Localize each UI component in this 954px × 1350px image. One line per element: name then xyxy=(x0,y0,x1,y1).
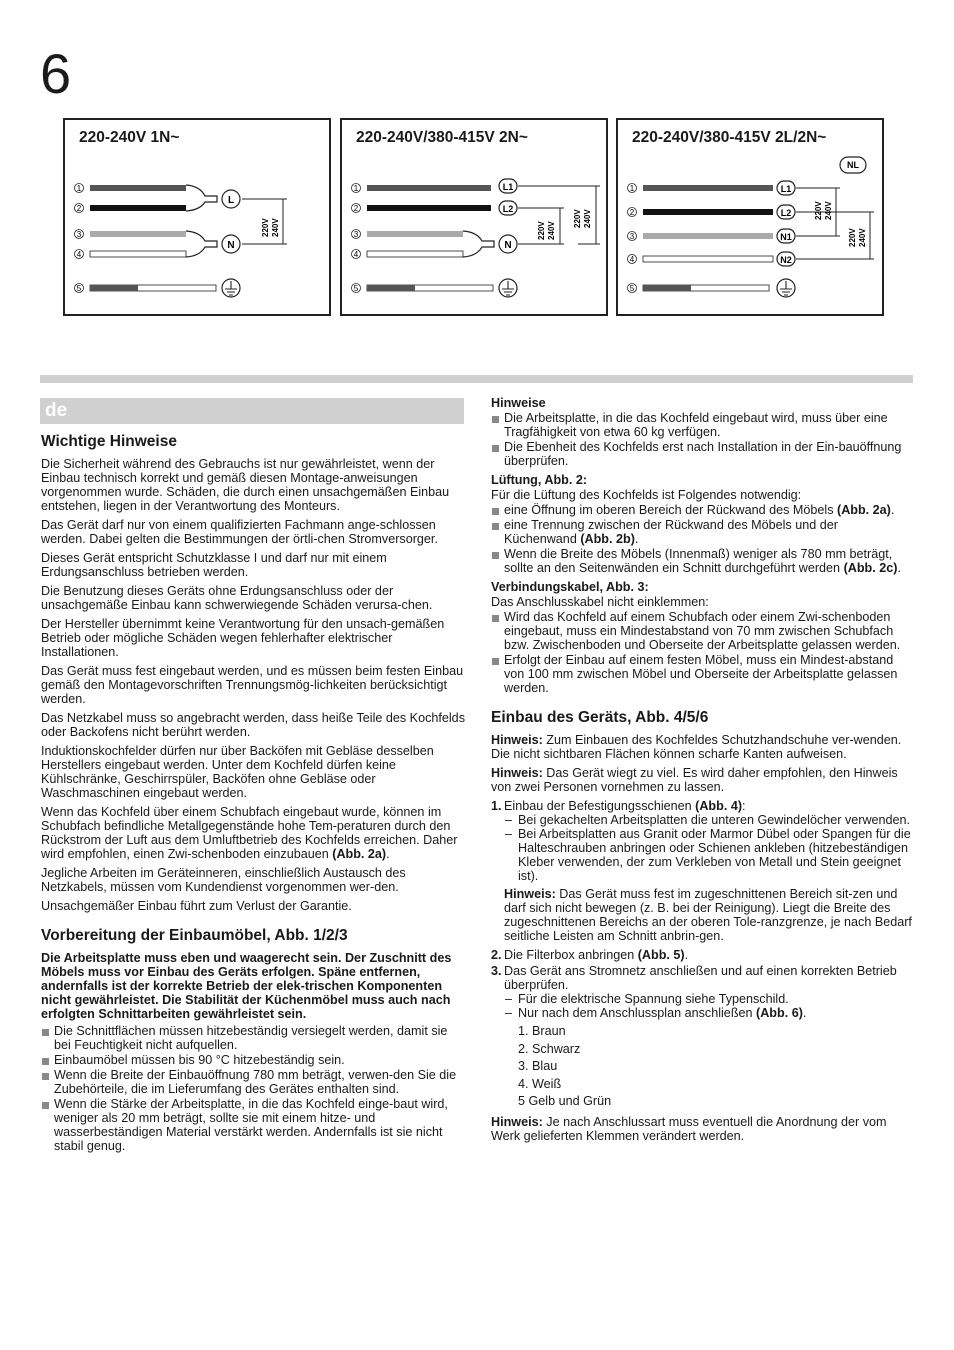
wire-number-3: 3 xyxy=(629,232,635,241)
paragraph: Induktionskochfelder dürfen nur über Backöfen mit Gebläse desselben Herstellers eingebaut werden. Unter dem Kochfeld dürfen keine Kühlschränke, Geschirrspüler, Backöfen ohne Gebläse oder Waschmaschinen eingebaut werden. xyxy=(41,744,434,800)
wire-number-2: 2 xyxy=(629,208,635,217)
wire-number-3: 3 xyxy=(353,230,359,239)
voltage-label: 240V xyxy=(583,209,592,228)
wire-color-item: 2. Schwarz xyxy=(518,1041,581,1056)
wire-white xyxy=(367,251,463,257)
left-column xyxy=(41,433,465,1158)
voltage-label: 240V xyxy=(858,228,867,247)
list-item: Die Schnittflächen müssen hitzebeständig versiegelt werden, damit sie bei Feuchtigkeit nicht aufquellen. xyxy=(41,1024,465,1052)
list-item: Wird das Kochfeld auf einem Schubfach oder einem Zwi-schenboden eingebaut, muss ein Mindestabstand von 70 mm zwischen Schubfach bzw. Zwischenboden und Oberseite der Arbeitsplatte gelassen werden. xyxy=(491,610,914,652)
paragraph: Jegliche Arbeiten im Geräteinneren, einschließlich Austausch des Netzkabels, müssen vom Kundendienst vorgenommen wer-den. xyxy=(41,866,406,894)
terminal-l2: L2 xyxy=(780,208,792,218)
wire-number-1: 1 xyxy=(629,184,635,193)
wire-color-list xyxy=(518,1023,914,1111)
step-list xyxy=(491,799,914,1111)
wire-number-2: 2 xyxy=(76,204,82,213)
right-column xyxy=(491,396,914,1148)
step-text: Das Gerät ans Stromnetz anschließen und auf einen korrekten Betrieb überprüfen. xyxy=(504,964,897,992)
paragraph: Das Gerät darf nur von einem qualifizierten Fachmann ange-schlossen werden. Dabei gelten die Bestimmungen der örtli-chen Stromversorger. xyxy=(41,518,438,546)
paragraph: Dieses Gerät entspricht Schutzklasse I und darf nur mit einem Erdungsanschluss betrieben werden. xyxy=(41,551,387,579)
wire-white xyxy=(643,256,773,262)
list-item-text: Nur nach dem Anschlussplan anschließen xyxy=(518,1006,753,1020)
wire-brown xyxy=(643,185,773,191)
list-item: – Bei gekachelten Arbeitsplatten die unteren Gewindelöcher verwenden. xyxy=(504,813,914,827)
wire-blue xyxy=(643,233,773,239)
paragraph: Das Anschlusskabel nicht einklemmen: xyxy=(491,595,709,609)
wire-number-4: 4 xyxy=(353,250,359,259)
hint-label: Hinweis: xyxy=(491,733,543,747)
paragraph: Das Netzkabel muss so angebracht werden, dass heiße Teile des Kochfelds oder Backofens nicht berührt werden. xyxy=(41,711,465,739)
wire-number-4: 4 xyxy=(76,250,82,259)
list-item: eine Trennung zwischen der Rückwand des Möbels und der Küchenwand (Abb. 2b). xyxy=(491,518,914,546)
list-item: – Bei Arbeitsplatten aus Granit oder Marmor Dübel oder Spangen für die Halteschrauben anbringen oder Schienen ankleben (hitzebeständigen Kleber verwenden, der zum Verkleben von Metall und Stein geeignet ist). xyxy=(504,827,914,883)
hint-label: Hinweis: xyxy=(491,1114,543,1129)
wire-number-3: 3 xyxy=(76,230,82,239)
list-item: Die Arbeitsplatte, in die das Kochfeld eingebaut wird, muss über eine Tragfähigkeit von etwa 60 kg verfügen. xyxy=(491,411,914,439)
wiring-diagram-2n-graphic xyxy=(342,120,608,316)
section-title-wichtige-hinweise: Wichtige Hinweise xyxy=(41,433,177,450)
paragraph-text: Das Gerät wiegt zu viel. Es wird daher empfohlen, den Hinweis von zwei Personen vornehmen zu lassen. xyxy=(491,766,898,794)
voltage-label: 240V xyxy=(547,221,556,240)
figure-reference: (Abb. 6) xyxy=(756,1006,803,1020)
figure-reference: (Abb. 4) xyxy=(695,799,743,813)
paragraph-text: Je nach Anschlussart muss eventuell die Anordnung der vom Werk gelieferten Klemmen verändert werden. xyxy=(491,1114,887,1143)
voltage-label: 240V xyxy=(824,201,833,220)
wire-number-4: 4 xyxy=(629,255,635,264)
step-item: 2. Die Filterbox anbringen (Abb. 5). xyxy=(491,948,689,962)
terminal-nl: NL xyxy=(847,160,859,170)
list-item: Wenn die Breite des Möbels (Innenmaß) weniger als 780 mm beträgt, sollte an den Seitenwänden ein Schnitt durchgeführt werden (Abb. 2c). xyxy=(491,547,914,575)
dash-list xyxy=(504,992,914,1020)
section-title-vorbereitung: Vorbereitung der Einbaumöbel, Abb. 1/2/3 xyxy=(41,927,348,944)
terminal-n: N xyxy=(504,240,512,251)
lead-paragraph: Die Arbeitsplatte muss eben und waagerecht sein. Der Zuschnitt des Möbels muss vor Einbau des Geräts erfolgen. Späne entfernen, andernfalls ist der korrekte Betrieb der elek-trischen Komponenten nicht gewährleistet. Die Stabilität der Küchenmöbel muss auch nach erfolgten Schnittarbeiten gewährleistet sein. xyxy=(41,951,452,1021)
wire-number-2: 2 xyxy=(353,204,359,213)
wire-color-item: 5 Gelb und Grün xyxy=(518,1094,612,1108)
figure-reference: (Abb. 5) xyxy=(637,948,685,962)
figure-reference: (Abb. 2a) xyxy=(837,503,891,517)
wire-blue xyxy=(90,231,186,237)
terminal-n: N xyxy=(227,240,235,251)
step-item xyxy=(491,964,914,1111)
paragraph: Die Sicherheit während des Gebrauchs ist nur gewährleistet, wenn der Einbau technisch korrekt und gemäß diesen Montage-anweisungen vorgenommen wurde. Schäden, die durch einen unsachgemäßen Einbau entstehen, liegen in der Verantwortung des Monteurs. xyxy=(41,457,450,513)
wiring-diagram-2l2n xyxy=(616,118,884,316)
step-text: Die Filterbox anbringen xyxy=(504,948,635,962)
page-number: 6 xyxy=(40,42,72,105)
subsection-title-hinweise: Hinweise xyxy=(491,396,546,410)
voltage-label: 220V xyxy=(848,228,857,247)
terminal-l: L xyxy=(227,195,235,206)
step-number: 3. xyxy=(491,964,502,978)
dash-list xyxy=(504,813,914,883)
wire-number-5: 5 xyxy=(353,284,359,293)
paragraph-text: Wenn das Kochfeld über einem Schubfach eingebaut wurde, können im Schubfach befindliche Metallgegenstände hohe Tem-peraturen durch den Rückstrom der Luft aus dem Umluftbetrieb des Kochfelds erreichen. Daher wird empfohlen, einen Zwi-schenboden einzubauen xyxy=(41,805,458,861)
bullet-list xyxy=(41,1024,465,1153)
diagram-title: 220-240V/380-415V 2L/2N~ xyxy=(632,129,827,146)
voltage-label: 220V xyxy=(814,201,823,220)
bullet-list xyxy=(491,503,914,575)
terminal-l2: L2 xyxy=(502,204,514,214)
paragraph xyxy=(491,766,914,794)
hint-label: Hinweis: xyxy=(491,766,543,780)
wiring-diagram-1n-graphic xyxy=(65,120,331,316)
voltage-label: 220V xyxy=(573,209,582,228)
wiring-diagram-2n xyxy=(340,118,608,316)
paragraph-text: Das Gerät muss fest im zugeschnittenen Bereich sit-zen und darf sich nicht bewegen (z. B. bei der Reinigung). Liegt die Breite des zugeschnittenen Bereichs an der oberen Tole-ranzgrenze, je nach Bedarf seitliche Leisten am Schnitt anbrin-gen. xyxy=(504,887,912,943)
wire-black xyxy=(643,209,773,215)
wire-color-item: 3. Blau xyxy=(518,1059,558,1073)
step-text: Einbau der Befestigungsschienen xyxy=(504,799,692,813)
subsection-title-verbindungskabel: Verbindungskabel, Abb. 3: xyxy=(491,580,649,594)
figure-reference: (Abb. 2a) xyxy=(332,847,387,861)
list-item: Die Ebenheit des Kochfelds erst nach Installation in der Ein-bauöffnung überprüfen. xyxy=(491,440,914,468)
list-item: Wenn die Stärke der Arbeitsplatte, in die das Kochfeld einge-baut wird, weniger als 20 mm beträgt, sollte sie mit einem hitze- und wasserbeständigen Material verstärkt werden. Andernfalls ist sie nicht stabil genug. xyxy=(41,1097,465,1153)
diagram-title: 220-240V/380-415V 2N~ xyxy=(356,129,528,146)
terminal-l1: L1 xyxy=(780,184,792,194)
paragraph: Die Benutzung dieses Geräts ohne Erdungsanschluss oder der unsachgemäße Einbau kann schwerwiegende Schäden verursa-chen. xyxy=(41,584,433,612)
wire-number-5: 5 xyxy=(629,284,635,293)
wire-white xyxy=(90,251,186,257)
paragraph: Der Hersteller übernimmt keine Verantwortung für den unsach-gemäßen Betrieb oder mögliche Schäden wegen fehlerhafter elektrischer Installationen. xyxy=(41,617,445,659)
list-item: Erfolgt der Einbau auf einem festen Möbel, muss ein Mindest-abstand von 100 mm zwischen Möbel und Oberseite der Arbeitsplatte gelassen werden. xyxy=(491,653,914,695)
paragraph: Das Gerät muss fest eingebaut werden, und es müssen beim festen Einbau gemäß den Montagevorschriften Trennungsmög-lichkeiten berücksichtigt werden. xyxy=(41,664,464,706)
wire-color-item: 1. Braun xyxy=(518,1024,566,1038)
terminal-n2: N2 xyxy=(780,255,792,265)
list-item-text: eine Öffnung im oberen Bereich der Rückwand des Möbels xyxy=(504,503,834,517)
language-label: de xyxy=(40,398,464,424)
paragraph: Wenn das Kochfeld über einem Schubfach eingebaut wurde, können im Schubfach befindliche Metallgegenstände hohe Tem-peraturen durch den Rückstrom der Luft aus dem Umluftbetrieb des Kochfelds erreichen. Daher wird empfohlen, einen Zwi-schenboden einzubauen (Abb. 2a). xyxy=(41,805,458,861)
wire-number-1: 1 xyxy=(353,184,359,193)
step-number: 2. xyxy=(491,948,502,962)
section-title-einbau: Einbau des Geräts, Abb. 4/5/6 xyxy=(491,709,709,726)
hint-label: Hinweis: xyxy=(504,887,556,901)
wire-brown xyxy=(367,185,491,191)
wire-number-1: 1 xyxy=(76,184,82,193)
bullet-list xyxy=(491,411,914,468)
step-number: 1. xyxy=(491,799,502,813)
bullet-list xyxy=(491,610,914,695)
wire-brown xyxy=(90,185,186,191)
paragraph-text: Zum Einbauen des Kochfeldes Schutzhandschuhe ver-wenden. Die nicht sichtbaren Flächen können scharfe Kanten aufweisen. xyxy=(491,733,902,761)
paragraph: Unsachgemäßer Einbau führt zum Verlust der Garantie. xyxy=(41,899,352,913)
list-item-text: eine Trennung zwischen der Rückwand des Möbels und der Küchenwand xyxy=(504,518,838,546)
list-item-text: Wenn die Breite des Möbels (Innenmaß) weniger als 780 mm beträgt, sollte an den Seitenwänden ein Schnitt durchgeführt werden xyxy=(504,547,893,575)
voltage-label: 220V xyxy=(537,221,546,240)
step-item: 1. Einbau der Befestigungsschienen (Abb. 4): – Bei gekachelten Arbeitsplatten die unteren Gewindelöcher verwenden. – Bei Arbeitsplatten aus Granit oder Marmor Dübel oder Spangen für die Halteschrauben anbringen oder Schienen ankleben (hitzebeständigen Kleber verwenden, der zum Verkleben von Metall und Stein geeignet ist). Hinweis: Das Gerät muss fest im zugeschnittenen Bereich sit-zen und darf sich nicht bewegen (z. B. bei der Reinigung). Liegt die Breite des zugeschnittenen Bereichs an der oberen Tole-ranzgrenze, je nach Bedarf seitliche Leisten am Schnitt anbrin-gen. xyxy=(491,799,914,943)
wire-color-item: 4. Weiß xyxy=(518,1076,562,1091)
wiring-diagram-2l2n-graphic xyxy=(618,120,884,316)
terminal-l1: L1 xyxy=(502,182,514,192)
voltage-label: 220V xyxy=(261,218,270,237)
wiring-diagram-1n xyxy=(63,118,331,316)
list-item: – Für die elektrische Spannung siehe Typenschild. xyxy=(504,992,914,1006)
section-divider xyxy=(40,375,913,383)
figure-reference: (Abb. 2b) xyxy=(580,532,635,546)
wire-blue xyxy=(367,231,463,237)
paragraph xyxy=(491,1115,914,1143)
wire-number-5: 5 xyxy=(76,284,82,293)
wire-black xyxy=(367,205,491,211)
diagram-title: 220-240V 1N~ xyxy=(79,129,180,146)
terminal-n1: N1 xyxy=(780,232,792,242)
paragraph xyxy=(491,733,914,761)
list-item: Einbaumöbel müssen bis 90 °C hitzebeständig sein. xyxy=(41,1053,465,1067)
voltage-label: 240V xyxy=(271,218,280,237)
wire-black xyxy=(90,205,186,211)
paragraph xyxy=(504,887,914,943)
paragraph: Für die Lüftung des Kochfelds ist Folgendes notwendig: xyxy=(491,488,802,502)
subsection-title-lueftung: Lüftung, Abb. 2: xyxy=(491,473,588,487)
figure-reference: (Abb. 2c) xyxy=(843,561,898,575)
list-item: eine Öffnung im oberen Bereich der Rückwand des Möbels (Abb. 2a). xyxy=(491,503,914,517)
list-item: – Nur nach dem Anschlussplan anschließen (Abb. 6). xyxy=(504,1006,914,1020)
list-item: Wenn die Breite der Einbauöffnung 780 mm beträgt, verwen-den Sie die Zubehörteile, die im Lieferumfang des Gerätes enthalten sind. xyxy=(41,1068,465,1096)
